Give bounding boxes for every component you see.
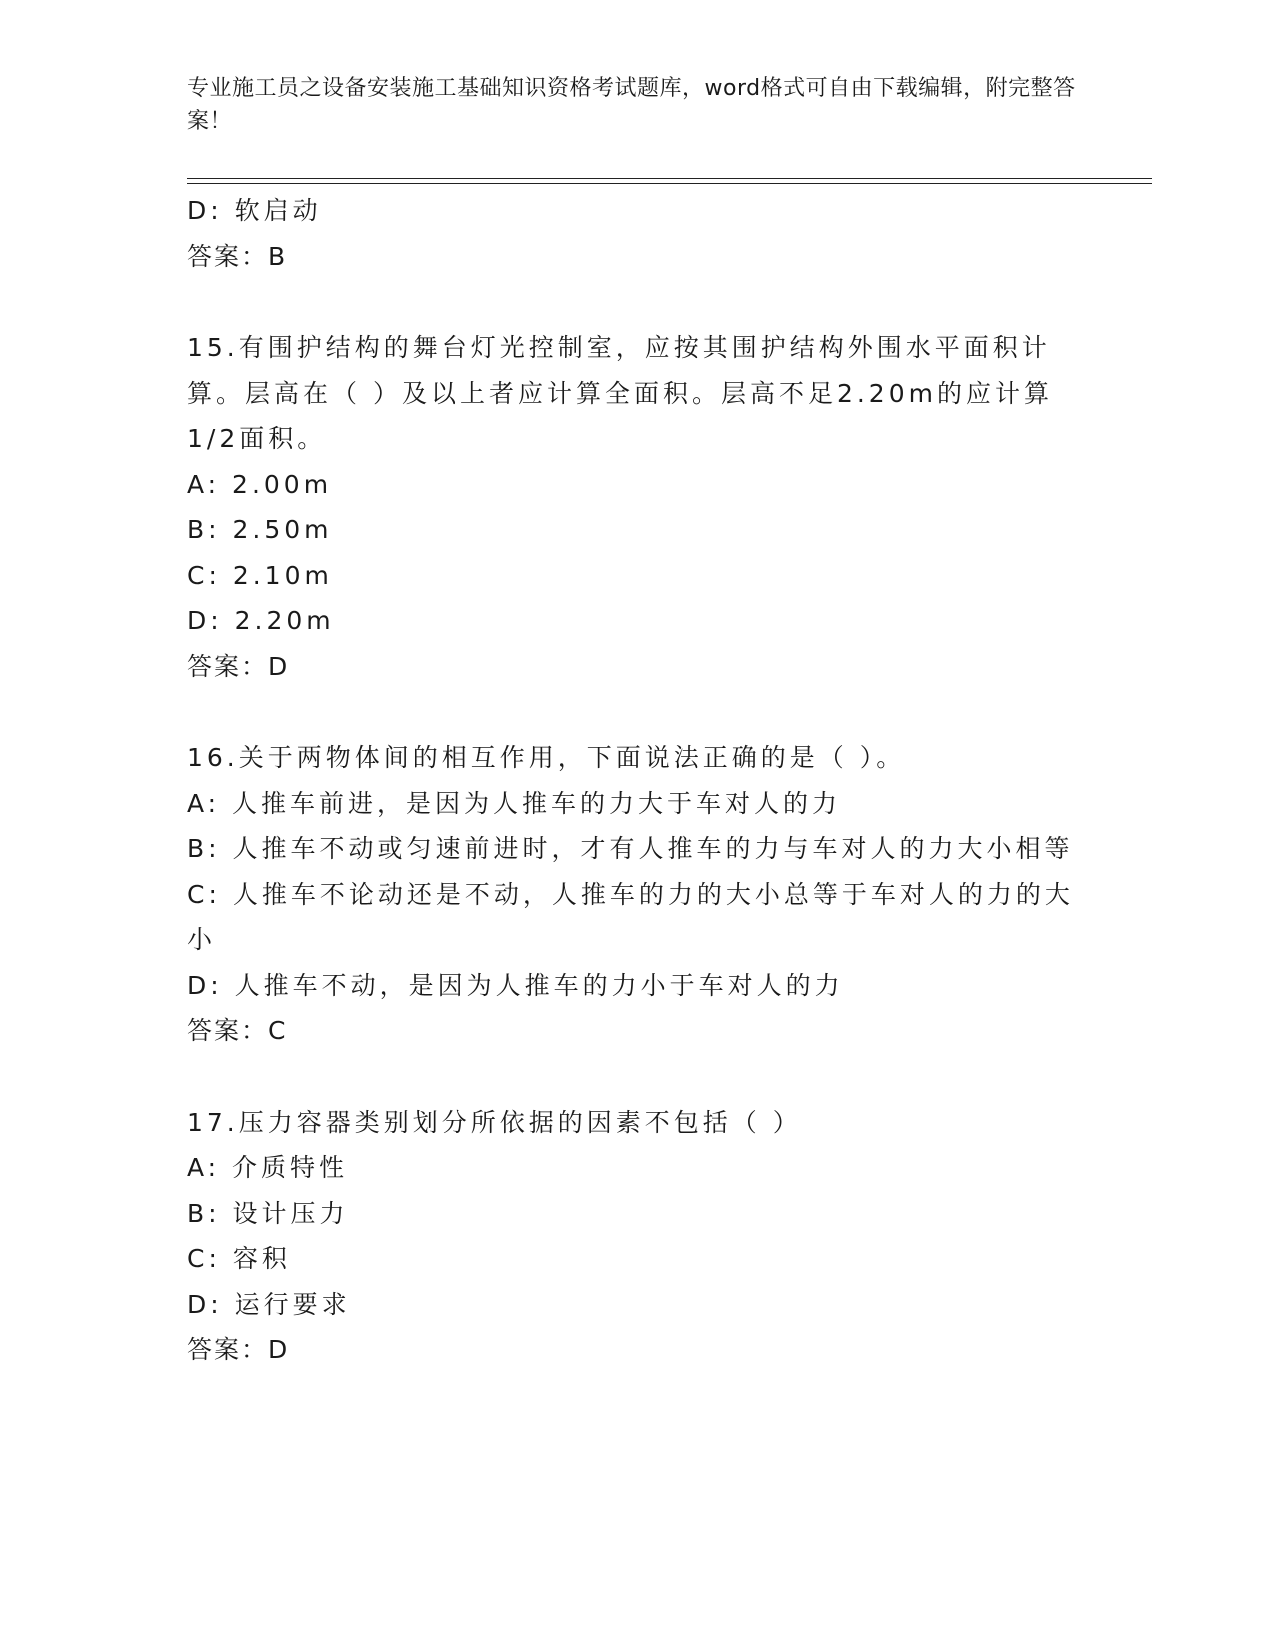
option-b: B: 设计压力 bbox=[187, 1198, 349, 1228]
option-c: C: 2.10m bbox=[187, 560, 333, 590]
option-b: B: 2.50m bbox=[187, 515, 333, 544]
page-header bbox=[187, 72, 1087, 138]
option-a: A: 2.00m bbox=[187, 469, 333, 499]
question-stem: 16.关于两物体间的相互作用，下面说法正确的是（ ）。 bbox=[187, 743, 906, 772]
option-d: D: 软启动 bbox=[187, 196, 322, 225]
question-15 bbox=[187, 325, 1077, 689]
header-divider bbox=[187, 178, 1152, 184]
option-c: C: 容积 bbox=[187, 1244, 291, 1273]
option-d: D: 运行要求 bbox=[187, 1289, 351, 1319]
question-stem: 15.有围护结构的舞台灯光控制室，应按其围护结构外围水平面积计算。层高在（ ）及以上者应计算全面积。层高不足2.20m的应计算1/2面积。 bbox=[187, 333, 1053, 453]
option-d: D: 人推车不动，是因为人推车的力小于车对人的力 bbox=[187, 970, 844, 1000]
option-a: A: 人推车前进，是因为人推车的力大于车对人的力 bbox=[187, 788, 842, 818]
question-17 bbox=[187, 1100, 1077, 1373]
answer: 答案：D bbox=[187, 1335, 290, 1364]
option-c: C: 人推车不论动还是不动，人推车的力的大小总等于车对人的力的大小 bbox=[187, 879, 1074, 954]
question-16 bbox=[187, 735, 1077, 1054]
option-b: B: 人推车不动或匀速前进时，才有人推车的力与车对人的力大小相等 bbox=[187, 834, 1074, 863]
answer: 答案：B bbox=[187, 241, 288, 271]
header-text: 专业施工员之设备安装施工基础知识资格考试题库，word格式可自由下载编辑，附完整答案！ bbox=[187, 76, 1076, 134]
question-stem: 17.压力容器类别划分所依据的因素不包括（ ） bbox=[187, 1107, 802, 1137]
option-d: D: 2.20m bbox=[187, 606, 335, 635]
question-content bbox=[187, 188, 1077, 1373]
answer: 答案：D bbox=[187, 651, 290, 681]
option-a: A: 介质特性 bbox=[187, 1153, 349, 1182]
answer: 答案：C bbox=[187, 1016, 288, 1045]
